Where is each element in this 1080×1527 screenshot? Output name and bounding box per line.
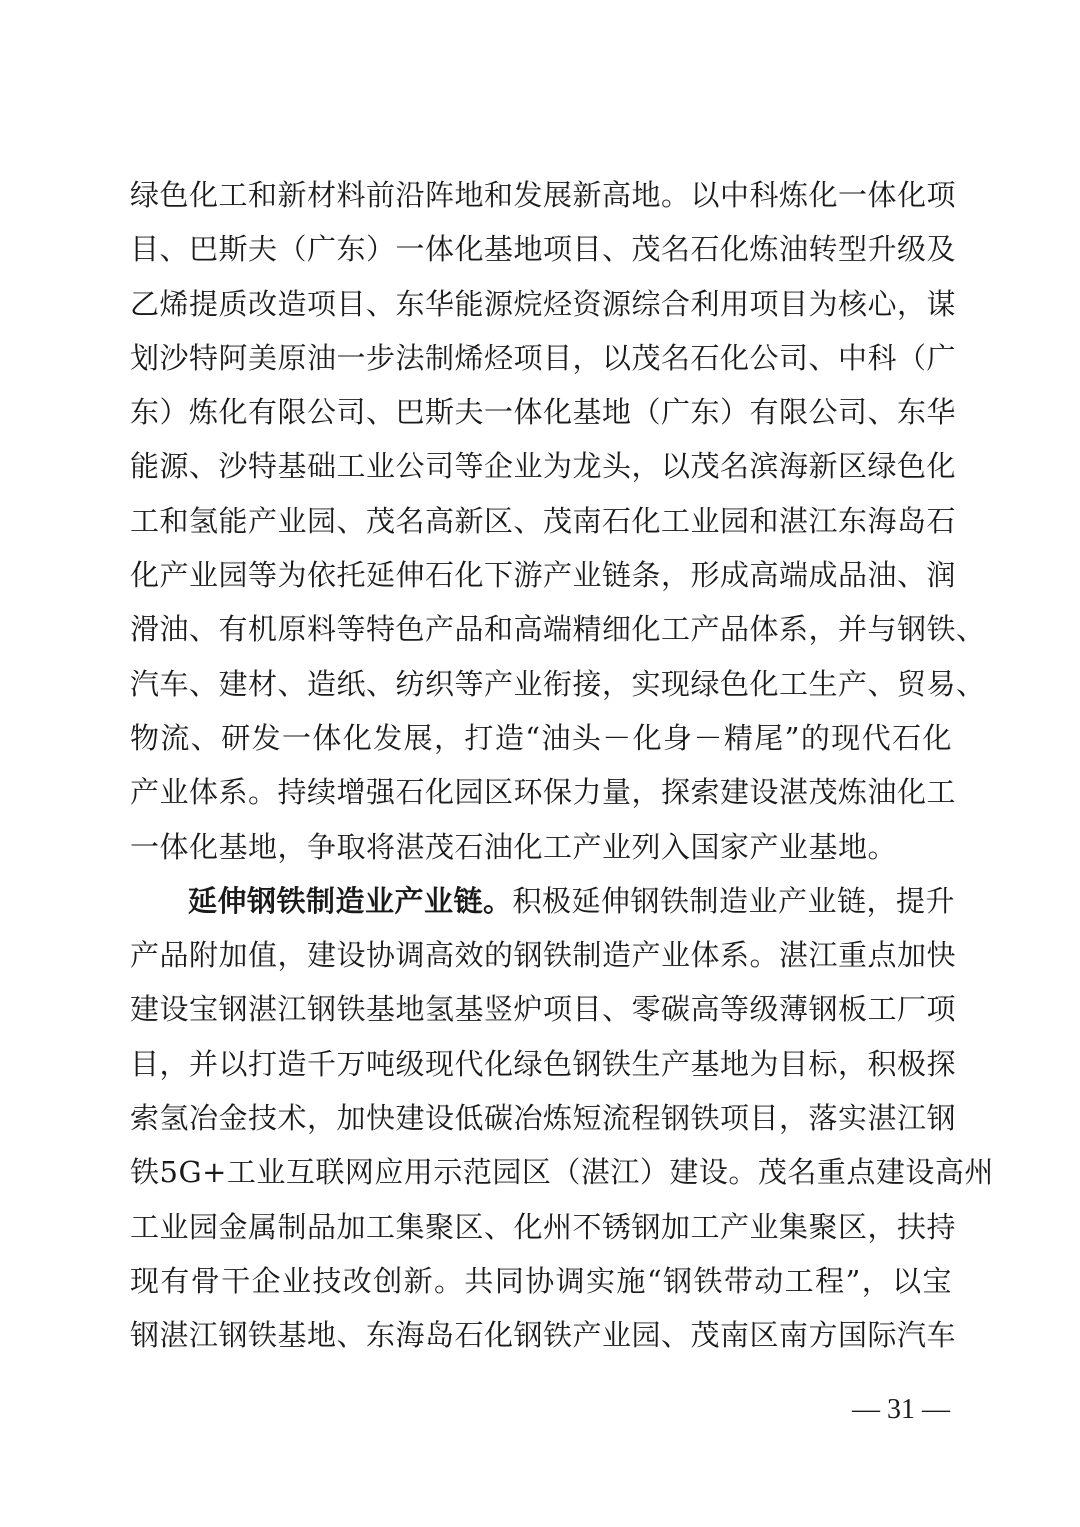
text-line: 工业园金属制品加工集聚区、化州不锈钢加工产业集聚区，扶持 [130,1209,957,1244]
text-line: 化产业园等为依托延伸石化下游产业链条，形成高端成品油、润 [130,558,957,593]
text-line: 滑油、有机原料等特色产品和高端精细化工产品体系，并与钢铁、 [130,612,986,647]
section-heading: 延伸钢铁制造业产业链。 [188,883,513,918]
text-line: 索氢冶金技术，加快建设低碳冶炼短流程钢铁项目，落实湛江钢 [130,1101,957,1136]
text-line: 乙烯提质改造项目、东华能源烷烃资源综合利用项目为核心，谋 [130,286,957,321]
text-line: 现有骨干企业技改创新。共同协调实施“钢铁带动工程”，以宝 [130,1263,952,1298]
text-line: 产品附加值，建设协调高效的钢铁制造产业体系。湛江重点加快 [130,938,957,973]
text-line: 绿色化工和新材料前沿阵地和发展新高地。以中科炼化一体化项 [130,178,957,212]
body-text [130,168,994,1363]
page-number: — 31 — [852,1394,950,1425]
paragraph-first-line [130,874,956,928]
text-line: 东）炼化有限公司、巴斯夫一体化基地（广东）有限公司、东华 [130,395,957,430]
text-line: 划沙特阿美原油一步法制烯烃项目，以茂名石化公司、中科（广 [130,340,957,375]
text-line: 物流、研发一体化发展，打造“油头－化身－精尾”的现代石化 [130,720,952,755]
text-line: 钢湛江钢铁基地、东海岛石化钢铁产业园、茂南区南方国际汽车 [130,1318,957,1353]
text-line: 工和氢能产业园、茂名高新区、茂南石化工业园和湛江东海岛石 [130,503,957,538]
text-line: 产业体系。持续增强石化园区环保力量，探索建设湛茂炼油化工 [130,775,957,810]
text-line: 铁5G+工业互联网应用示范园区（湛江）建设。茂名重点建设高州 [130,1155,994,1190]
text-line: 建设宝钢湛江钢铁基地氢基竖炉项目、零碳高等级薄钢板工厂项 [130,992,957,1027]
text-line: 能源、沙特基础工业公司等企业为龙头，以茂名滨海新区绿色化 [130,449,957,484]
text-line: 目，并以打造千万吨级现代化绿色钢铁生产基地为目标，积极探 [130,1046,957,1081]
text-line: 汽车、建材、造纸、纺织等产业衔接，实现绿色化工生产、贸易、 [130,666,986,701]
text-line: 一体化基地，争取将湛茂石油化工产业列入国家产业基地。 [130,829,898,864]
text-span: 积极延伸钢铁制造业产业链，提升 [512,883,956,918]
text-line: 目、巴斯夫（广东）一体化基地项目、茂名石化炼油转型升级及 [130,232,957,267]
